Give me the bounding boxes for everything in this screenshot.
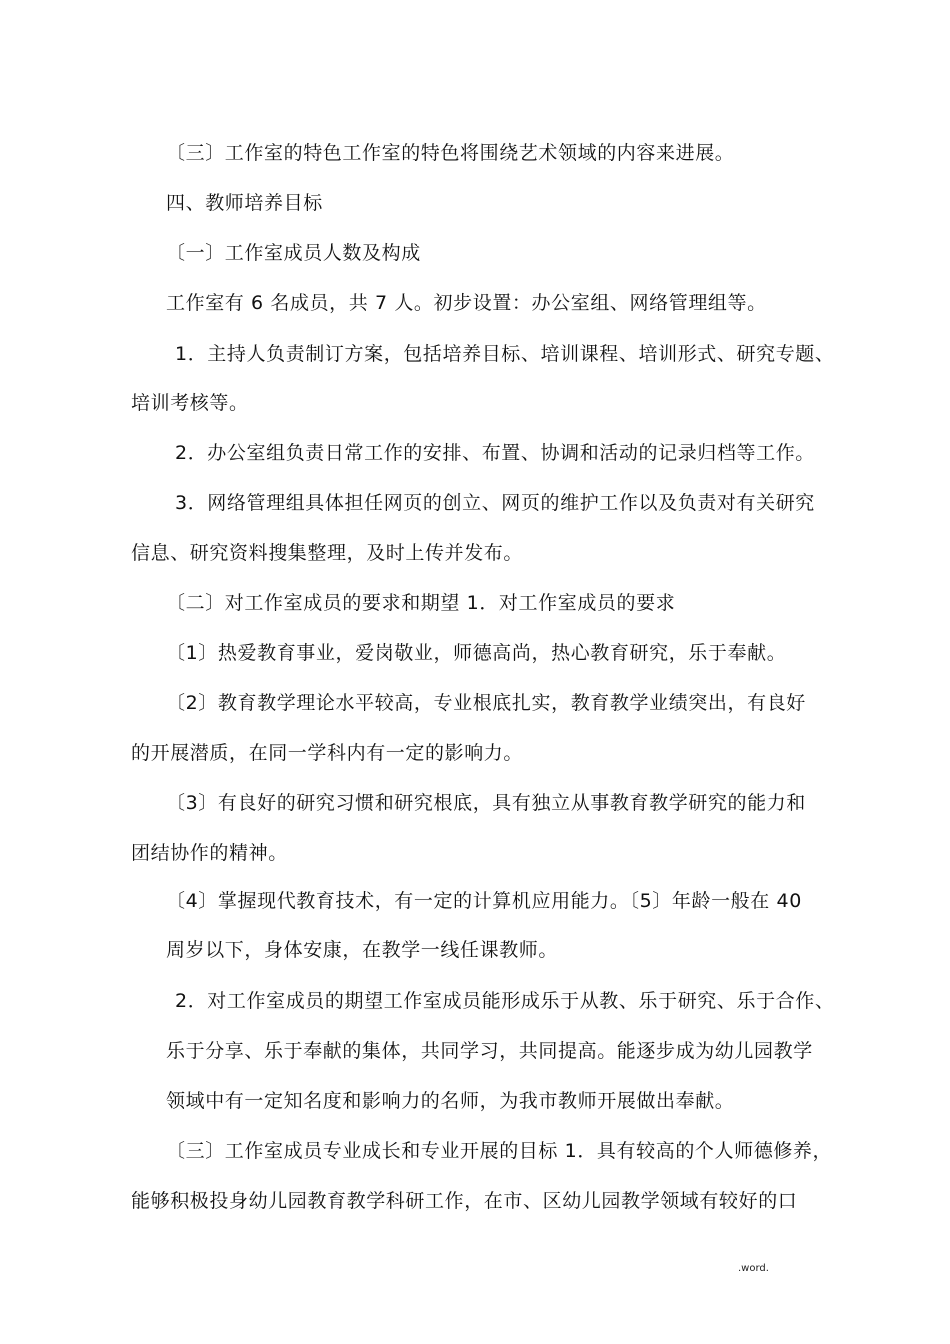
text-line-6: 培训考核等。 [131,392,249,414]
text-line-14: 〔3〕有良好的研究习惯和研究根底，具有独立从事教育教学研究的能力和 [166,792,806,814]
text-line-3: 〔一〕工作室成员人数及构成 [166,242,421,264]
text-line-11: 〔1〕热爱教育事业，爱岗敬业，师德高尚，热心教育研究，乐于奉献。 [166,642,787,664]
text-line-4: 工作室有 6 名成员，共 7 人。初步设置：办公室组、网络管理组等。 [166,292,767,314]
text-line-21: 〔三〕工作室成员专业成长和专业开展的目标 1．具有较高的个人师德修养， [166,1140,833,1162]
text-line-10: 〔二〕对工作室成员的要求和期望 1．对工作室成员的要求 [166,592,676,614]
text-line-8: 3．网络管理组具体担任网页的创立、网页的维护工作以及负责对有关研究 [175,492,815,514]
text-line-17: 周岁以下，身体安康，在教学一线任课教师。 [166,939,559,961]
text-line-7: 2．办公室组负责日常工作的安排、布置、协调和活动的记录归档等工作。 [175,442,815,464]
text-line-9: 信息、研究资料搜集整理，及时上传并发布。 [131,542,524,564]
text-line-12: 〔2〕教育教学理论水平较高，专业根底扎实，教育教学业绩突出，有良好 [166,692,806,714]
text-line-15: 团结协作的精神。 [131,842,288,864]
text-line-1: 〔三〕工作室的特色工作室的特色将围绕艺术领域的内容来进展。 [166,142,735,164]
text-line-20: 领域中有一定知名度和影响力的名师，为我市教师开展做出奉献。 [166,1090,735,1112]
text-line-5: 1．主持人负责制订方案，包括培养目标、培训课程、培训形式、研究专题、 [175,343,835,365]
text-line-19: 乐于分享、乐于奉献的集体，共同学习，共同提高。能逐步成为幼儿园教学 [166,1040,813,1062]
page-footer-label: .word. [738,1263,769,1274]
text-line-13: 的开展潜质，在同一学科内有一定的影响力。 [131,742,524,764]
text-line-2: 四、教师培养目标 [166,192,323,214]
text-line-16: 〔4〕掌握现代教育技术，有一定的计算机应用能力。〔5〕年龄一般在 40 [166,890,802,912]
text-line-22: 能够积极投身幼儿园教育教学科研工作，在市、区幼儿园教学领域有较好的口 [131,1190,798,1212]
text-line-18: 2．对工作室成员的期望工作室成员能形成乐于从教、乐于研究、乐于合作、 [175,990,835,1012]
